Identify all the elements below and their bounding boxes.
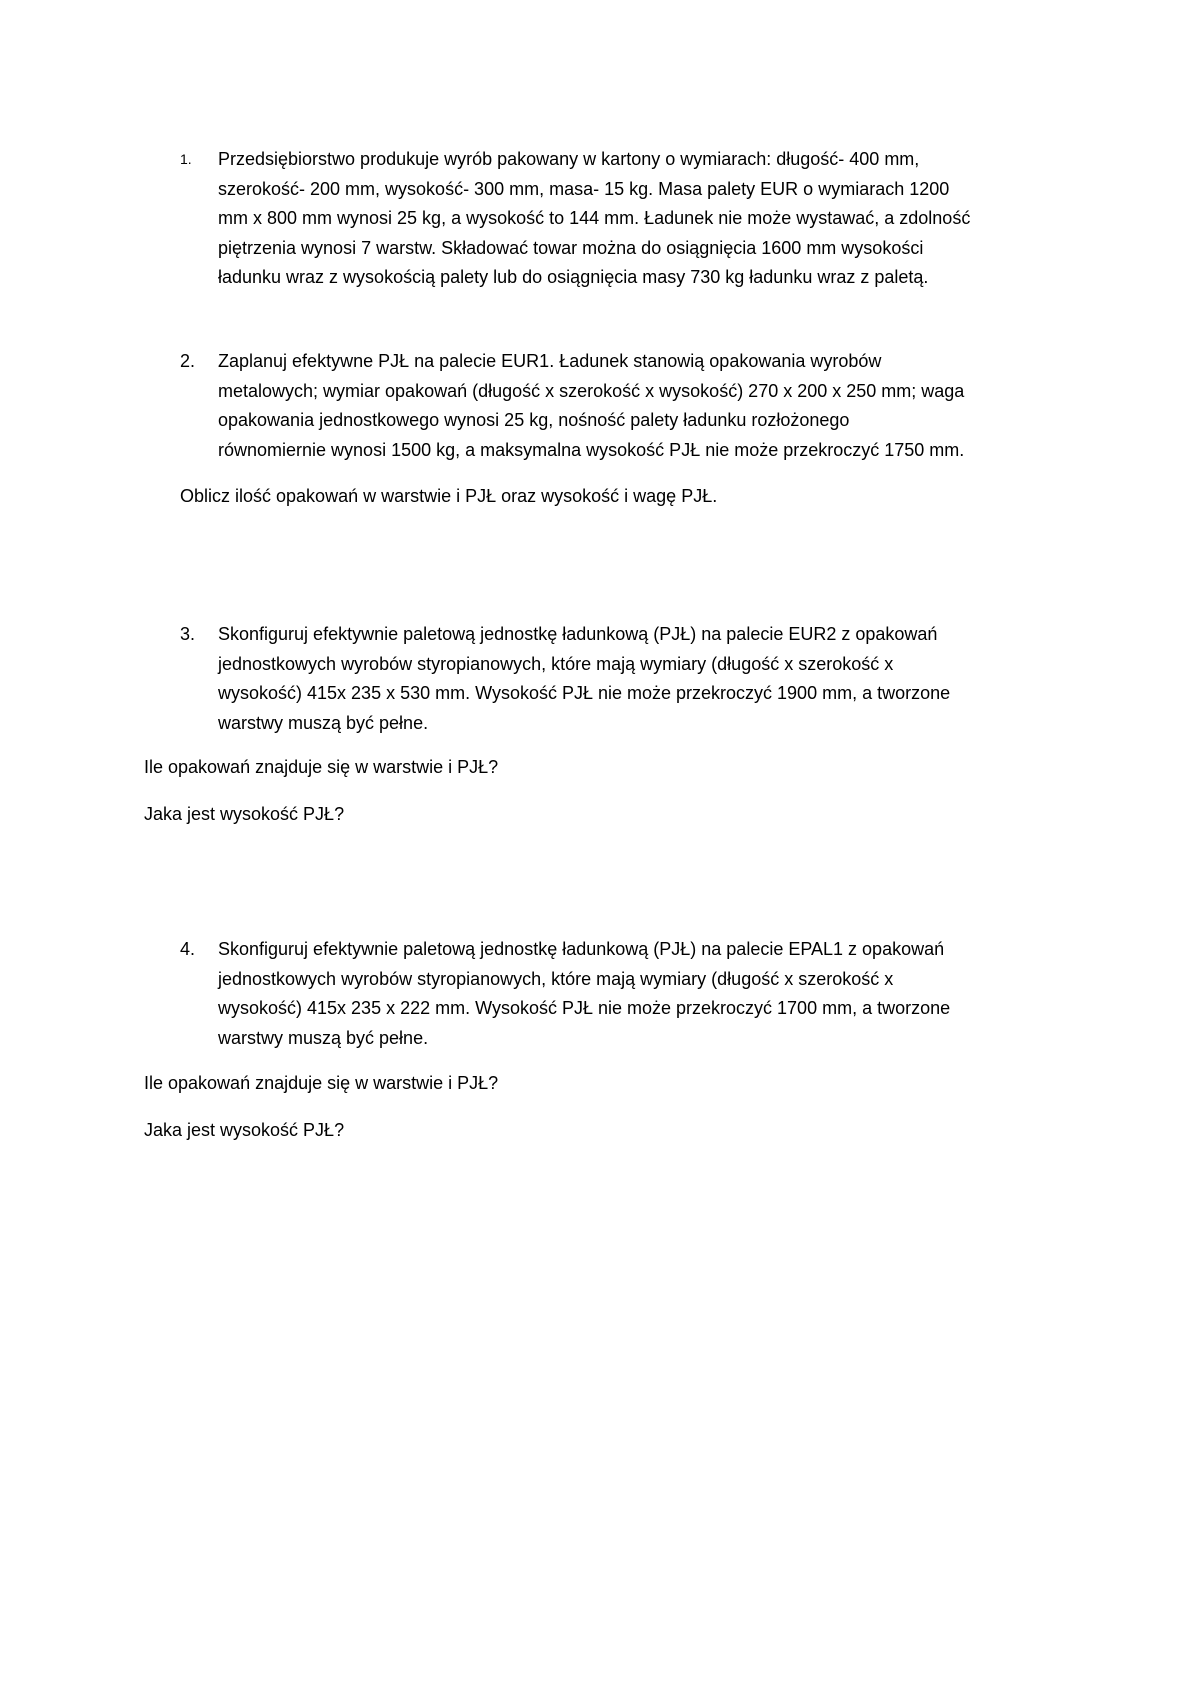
question-2 xyxy=(180,347,1080,465)
question-4-follow-up-2: Jaka jest wysokość PJŁ? xyxy=(144,1120,345,1140)
question-4-text: Skonfiguruj efektywnie paletową jednostkę ładunkową (PJŁ) na palecie EPAL1 z opakowań jednostkowych wyrobów styropianowych, które mają wymiary (długość x szerokość x wysokość) 415x 235 x 222 mm. Wysokość PJŁ nie może przekroczyć 1700 mm, a tworzone warstwy muszą być pełne. xyxy=(218,939,951,1048)
question-4-number: 4. xyxy=(180,939,196,959)
question-1-text: Przedsiębiorstwo produkuje wyrób pakowany w kartony o wymiarach: długość- 400 mm, szerokość- 200 mm, wysokość- 300 mm, masa- 15 kg. Masa palety EUR o wymiarach 1200 mm x 800 mm wynosi 25 kg, a wysokość to 144 mm. Ładunek nie może wystawać, a zdolność piętrzenia wynosi 7 warstw. Składować towar można do osiągnięcia 1600 mm wysokości ładunku wraz z wysokością palety lub do osiągnięcia masy 730 kg ładunku wraz z paletą. xyxy=(218,149,971,287)
question-3-number: 3. xyxy=(180,624,196,644)
question-1 xyxy=(180,145,1080,293)
question-2-instruction: Oblicz ilość opakowań w warstwie i PJŁ oraz wysokość i wagę PJŁ. xyxy=(180,486,718,506)
question-3 xyxy=(180,620,1080,738)
question-3-follow-up-1: Ile opakowań znajduje się w warstwie i PJŁ? xyxy=(144,757,499,777)
question-3-follow-up-2: Jaka jest wysokość PJŁ? xyxy=(144,804,345,824)
question-2-number: 2. xyxy=(180,351,196,371)
question-1-number: 1. xyxy=(180,151,192,167)
question-3-text: Skonfiguruj efektywnie paletową jednostkę ładunkową (PJŁ) na palecie EUR2 z opakowań jednostkowych wyrobów styropianowych, które mają wymiary (długość x szerokość x wysokość) 415x 235 x 530 mm. Wysokość PJŁ nie może przekroczyć 1900 mm, a tworzone warstwy muszą być pełne. xyxy=(218,624,951,733)
question-2-text: Zaplanuj efektywne PJŁ na palecie EUR1. Ładunek stanowią opakowania wyrobów metalowych; wymiar opakowań (długość x szerokość x wysokość) 270 x 200 x 250 mm; waga opakowania jednostkowego wynosi 25 kg, nośność palety ładunku rozłożonego równomiernie wynosi 1500 kg, a maksymalna wysokość PJŁ nie może przekroczyć 1750 mm. xyxy=(218,351,965,460)
question-4-follow-up-1: Ile opakowań znajduje się w warstwie i PJŁ? xyxy=(144,1073,499,1093)
question-4 xyxy=(180,935,1080,1053)
